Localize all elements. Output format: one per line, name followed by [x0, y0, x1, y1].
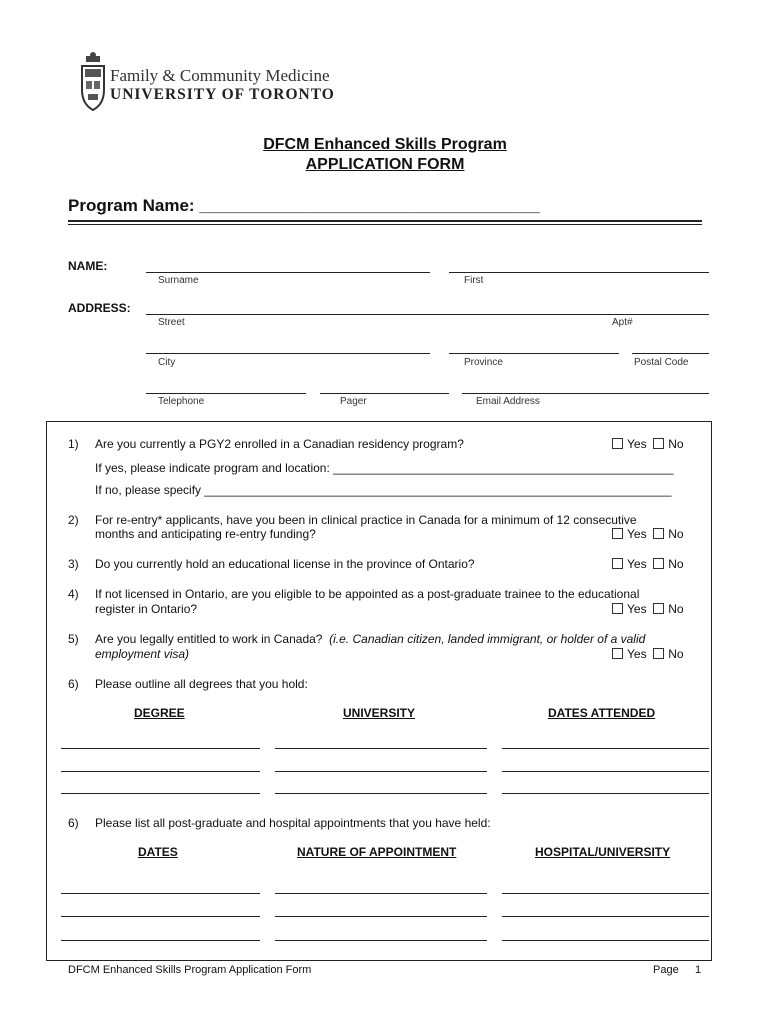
q5-no-checkbox[interactable] — [653, 648, 664, 659]
q5-text — [95, 632, 645, 646]
q5-yes-label: Yes — [627, 647, 647, 661]
q5-no-label: No — [668, 647, 684, 661]
surname-caption: Surname — [158, 275, 199, 286]
q6-text: Please outline all degrees that you hold: — [95, 677, 308, 691]
q1-yes-checkbox[interactable] — [612, 438, 623, 449]
q7-text: Please list all post-graduate and hospital appointments that you have held: — [95, 816, 491, 830]
q3-number: 3) — [68, 557, 79, 571]
degree-row-line[interactable] — [502, 793, 709, 794]
header-rule-thin — [68, 224, 702, 225]
postal-line[interactable] — [632, 353, 709, 354]
pager-caption: Pager — [340, 396, 367, 407]
telephone-line[interactable] — [146, 393, 306, 394]
q2-no-checkbox[interactable] — [653, 528, 664, 539]
appointment-row-line[interactable] — [502, 916, 709, 917]
province-caption: Province — [464, 357, 503, 368]
q3-yes-no[interactable] — [612, 557, 684, 571]
email-line[interactable] — [462, 393, 709, 394]
street-line[interactable] — [146, 314, 709, 315]
q2-no-label: No — [668, 527, 684, 541]
degree-row-line[interactable] — [502, 748, 709, 749]
q5-yes-no[interactable] — [612, 647, 684, 661]
q1-no-detail[interactable]: If no, please specify ______________________________________________________________________ — [95, 483, 672, 497]
degree-row-line[interactable] — [61, 748, 260, 749]
city-caption: City — [158, 357, 176, 368]
dates-column-header: DATES — [138, 845, 178, 859]
degree-row-line[interactable] — [275, 748, 487, 749]
pager-line[interactable] — [320, 393, 449, 394]
q3-yes-label: Yes — [627, 557, 647, 571]
q5-number: 5) — [68, 632, 79, 646]
province-line[interactable] — [449, 353, 619, 354]
first-caption: First — [464, 275, 484, 286]
telephone-caption: Telephone — [158, 396, 205, 407]
q1-number: 1) — [68, 437, 79, 451]
city-line[interactable] — [146, 353, 430, 354]
q7-number: 6) — [68, 816, 79, 830]
surname-line[interactable] — [146, 272, 430, 273]
dfcm-logo — [80, 52, 340, 114]
q2-number: 2) — [68, 513, 79, 527]
postal-caption: Postal Code — [634, 357, 689, 368]
q4-no-label: No — [668, 602, 684, 616]
degree-row-line[interactable] — [61, 793, 260, 794]
apt-caption: Apt# — [612, 317, 633, 328]
nature-column-header: NATURE OF APPOINTMENT — [297, 845, 457, 859]
q1-no-label: No — [668, 437, 684, 451]
q2-yes-label: Yes — [627, 527, 647, 541]
q1-yes-no[interactable] — [612, 437, 684, 451]
q3-yes-checkbox[interactable] — [612, 558, 623, 569]
q2-yes-checkbox[interactable] — [612, 528, 623, 539]
form-title: DFCM Enhanced Skills Program — [263, 136, 507, 153]
header-rule — [68, 220, 702, 222]
street-caption: Street — [158, 317, 185, 328]
appointment-row-line[interactable] — [61, 916, 260, 917]
first-name-line[interactable] — [449, 272, 709, 273]
appointment-row-line[interactable] — [275, 916, 487, 917]
q2-yes-no[interactable] — [612, 527, 684, 541]
q2-text-line1: For re-entry* applicants, have you been in clinical practice in Canada for a minimum of 12 consecutive — [95, 513, 637, 527]
logo-department: Family & Community Medicine — [110, 66, 330, 85]
appointment-row-line[interactable] — [61, 893, 260, 894]
q4-yes-no[interactable] — [612, 602, 684, 616]
dates-attended-column-header: DATES ATTENDED — [548, 706, 656, 720]
footer-page-label: Page — [653, 964, 679, 976]
q5-text-italic2: employment visa) — [95, 647, 190, 661]
appointment-row-line[interactable] — [61, 940, 260, 941]
q4-text-line2: register in Ontario? — [95, 602, 198, 616]
appointment-row-line[interactable] — [502, 893, 709, 894]
q3-no-label: No — [668, 557, 684, 571]
degree-row-line[interactable] — [275, 771, 487, 772]
q5-text-line2 — [95, 647, 189, 661]
appointment-row-line[interactable] — [275, 893, 487, 894]
q4-no-checkbox[interactable] — [653, 603, 664, 614]
program-name-field[interactable]: Program Name: ____________________________________ — [68, 196, 540, 215]
email-caption: Email Address — [476, 396, 540, 407]
form-subtitle: APPLICATION FORM — [305, 156, 465, 173]
q1-no-checkbox[interactable] — [653, 438, 664, 449]
q2-text-line2: months and anticipating re-entry funding? — [95, 527, 316, 541]
q4-yes-checkbox[interactable] — [612, 603, 623, 614]
degree-column-header: DEGREE — [134, 706, 185, 720]
degree-row-line[interactable] — [61, 771, 260, 772]
q4-yes-label: Yes — [627, 602, 647, 616]
q4-number: 4) — [68, 587, 79, 601]
footer-form-name: DFCM Enhanced Skills Program Application Form — [68, 964, 312, 976]
q4-text-line1: If not licensed in Ontario, are you eligible to be appointed as a post-graduate trainee to the educational — [95, 587, 640, 601]
q5-yes-checkbox[interactable] — [612, 648, 623, 659]
degree-row-line[interactable] — [275, 793, 487, 794]
q3-text: Do you currently hold an educational license in the province of Ontario? — [95, 557, 475, 571]
address-label: ADDRESS: — [68, 301, 131, 315]
appointment-row-line[interactable] — [275, 940, 487, 941]
footer-page-number: 1 — [695, 964, 702, 976]
q6-number: 6) — [68, 677, 79, 691]
appointment-row-line[interactable] — [502, 940, 709, 941]
degree-row-line[interactable] — [502, 771, 709, 772]
university-column-header: UNIVERSITY — [343, 706, 416, 720]
hospital-column-header: HOSPITAL/UNIVERSITY — [535, 845, 671, 859]
q3-no-checkbox[interactable] — [653, 558, 664, 569]
logo-university: UNIVERSITY OF TORONTO — [110, 86, 335, 103]
q5-text-main: Are you legally entitled to work in Canada? — [95, 632, 323, 646]
q5-text-italic1: (i.e. Canadian citizen, landed immigrant, or holder of a valid — [329, 632, 646, 646]
questions-box — [46, 421, 712, 961]
q1-yes-detail[interactable]: If yes, please indicate program and location: ___________________________________________________ — [95, 461, 674, 475]
name-label: NAME: — [68, 259, 108, 273]
q1-text: Are you currently a PGY2 enrolled in a Canadian residency program? — [95, 437, 464, 451]
university-crest-icon — [80, 52, 106, 112]
q1-yes-label: Yes — [627, 437, 647, 451]
